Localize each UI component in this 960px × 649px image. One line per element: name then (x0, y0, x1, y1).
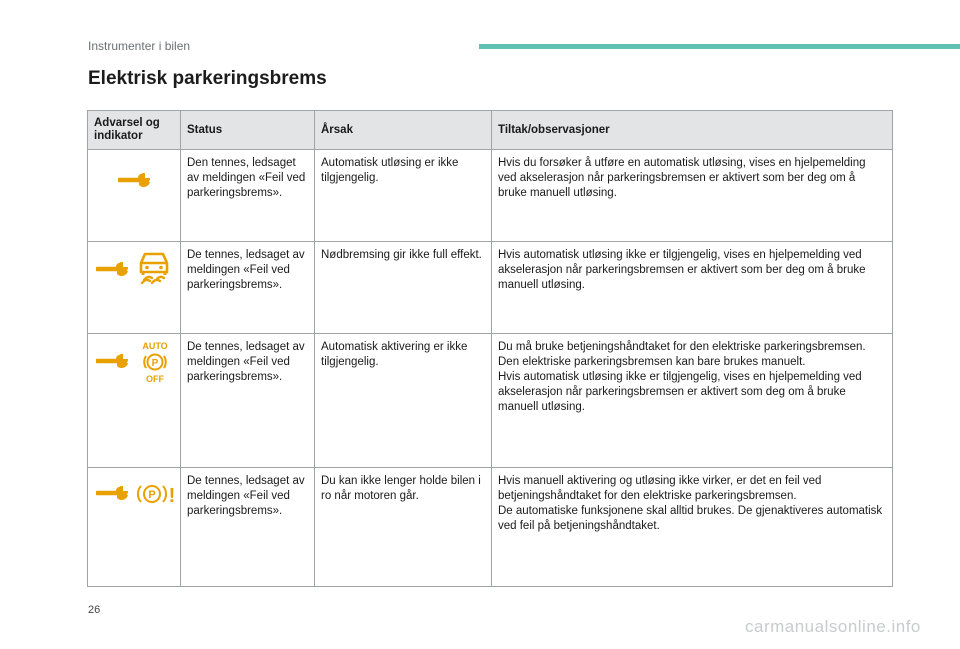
wrench-icon (96, 486, 130, 502)
parking-brake-fault-icon (136, 481, 176, 507)
table-row (88, 334, 893, 468)
p-label: P (151, 358, 159, 369)
column-header: Årsak (315, 111, 492, 150)
table-row (88, 242, 893, 334)
page-title: Elektrisk parkeringsbrems (88, 68, 327, 89)
column-header: Status (181, 111, 315, 150)
status-cell: De tennes, ledsaget av meldingen «Feil ved parkeringsbrems». (181, 468, 315, 587)
indicator-cell (88, 150, 181, 242)
indicator-cell (88, 468, 181, 587)
wrench-icon (118, 173, 152, 189)
indicator-cell (88, 334, 181, 468)
action-cell: Hvis manuell aktivering og utløsing ikke virker, er det en feil ved betjeningshåndtaket for den elektriske parkeringsbremsen. De automatiske funksjonene skal alltid brukes. De gjenaktiveres automatisk ved feil på betjeningshåndtaket. (492, 468, 893, 587)
action-cell: Du må bruke betjeningshåndtaket for den elektriske parkeringsbremsen. Den elektriske parkeringsbremsen kan bare brukes manuelt. Hvis automatisk utløsing ikke er tilgjengelig, vises en hjelpemelding ved akselerasjon når parkeringsbremsen er aktivert som deg om å bruke manuell utløsing. (492, 334, 893, 468)
auto-label: AUTO (142, 341, 168, 351)
status-cell: Den tennes, ledsaget av meldingen «Feil ved parkeringsbrems». (181, 150, 315, 242)
warning-table (87, 110, 893, 587)
wrench-icon (96, 262, 130, 278)
page-number: 26 (88, 604, 101, 616)
status-cell: De tennes, ledsaget av meldingen «Feil ved parkeringsbrems». (181, 242, 315, 334)
action-cell: Hvis du forsøker å utføre en automatisk utløsing, vises en hjelpemelding ved akselerasjon når parkeringsbremsen er aktivert som ber deg om å bruke manuell utløsing. (492, 150, 893, 242)
cause-cell: Automatisk utløsing er ikke tilgjengelig. (315, 150, 492, 242)
indicator-cell (88, 242, 181, 334)
auto-p-off-icon (140, 340, 170, 384)
column-header: Advarsel og indikator (88, 111, 181, 150)
header-accent-bar (479, 44, 960, 49)
watermark: carmanualsonline.info (745, 617, 921, 636)
column-header: Tiltak/observasjoner (492, 111, 893, 150)
table-row (88, 468, 893, 587)
wrench-icon (96, 354, 130, 370)
p-label: P (148, 489, 156, 501)
status-cell: De tennes, ledsaget av meldingen «Feil ved parkeringsbrems». (181, 334, 315, 468)
section-label: Instrumenter i bilen (88, 39, 191, 53)
cause-cell: Automatisk aktivering er ikke tilgjengelig. (315, 334, 492, 468)
off-label: OFF (146, 374, 164, 384)
cause-cell: Du kan ikke lenger holde bilen i ro når motoren går. (315, 468, 492, 587)
cause-cell: Nødbremsing gir ikke full effekt. (315, 242, 492, 334)
exclamation-label: ! (168, 485, 176, 507)
action-cell: Hvis automatisk utløsing ikke er tilgjengelig, vises en hjelpemelding ved akselerasjon når parkeringsbremsen er aktivert som ber deg om å bruke manuell utløsing. (492, 242, 893, 334)
table-row (88, 150, 893, 242)
car-skid-icon (138, 250, 170, 286)
table-header-row (88, 111, 893, 150)
